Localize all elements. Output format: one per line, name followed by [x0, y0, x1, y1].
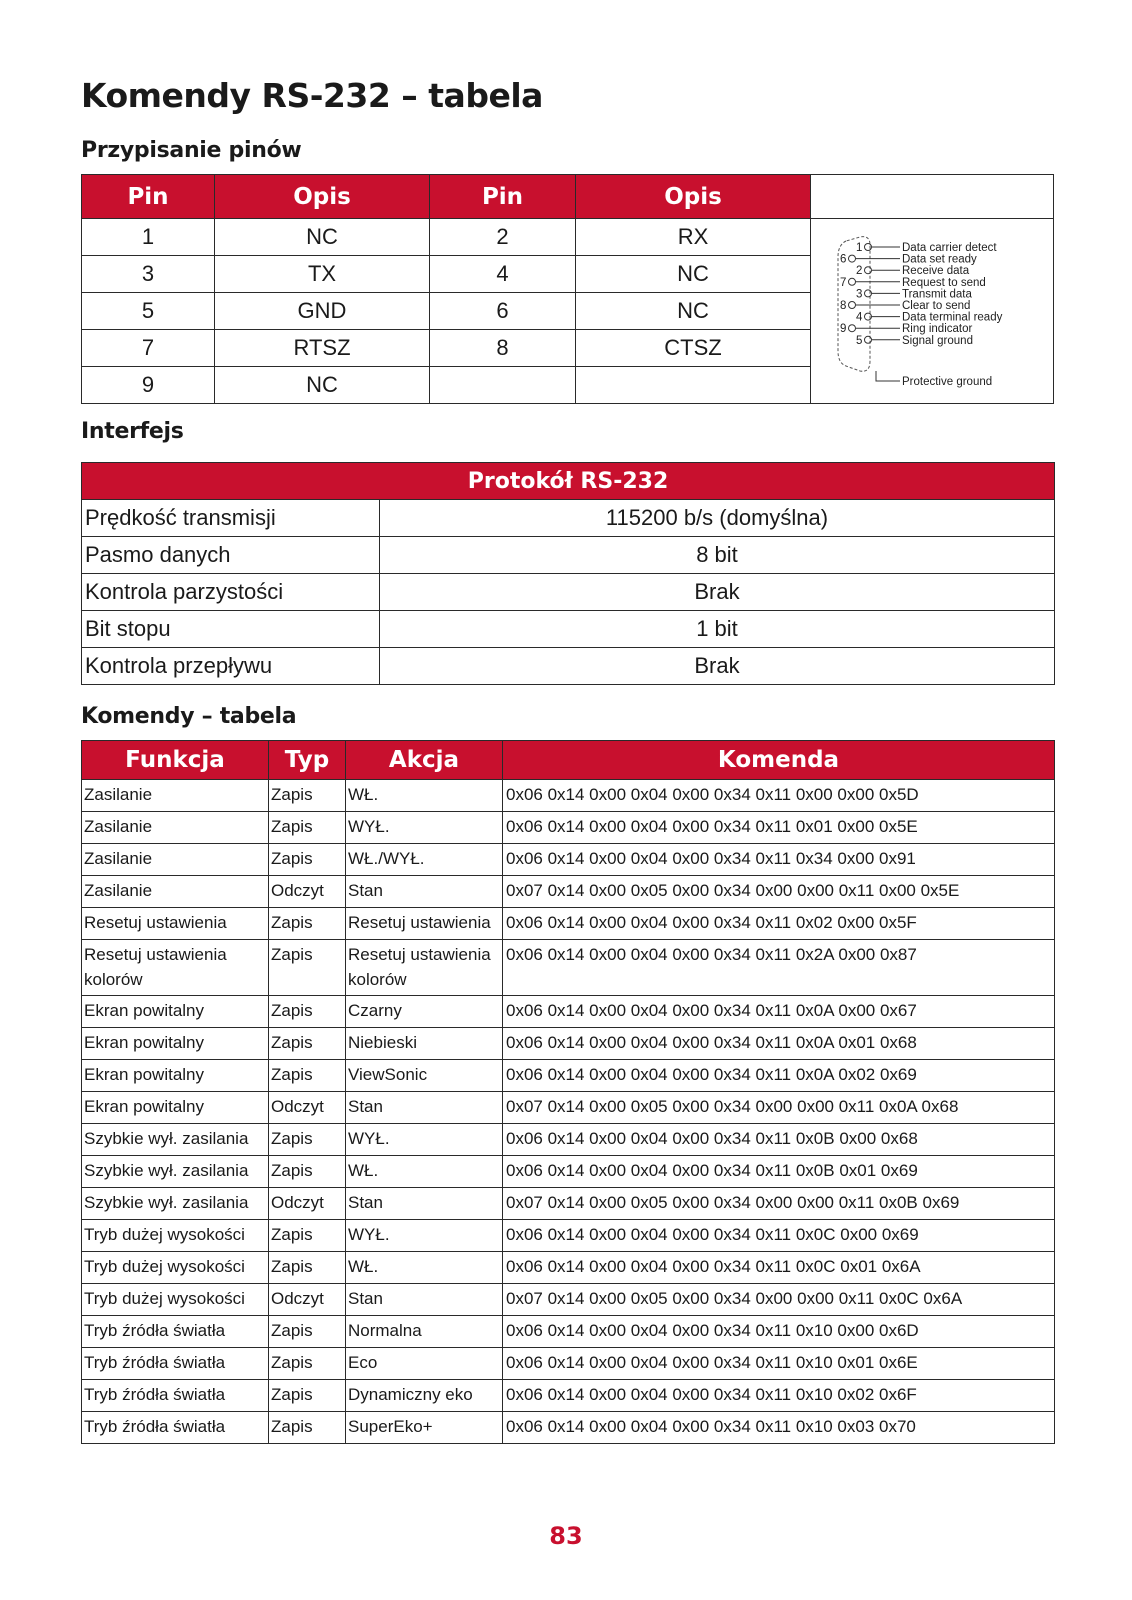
cmd-function: Resetuj ustawienia kolorów: [82, 940, 269, 996]
cmd-command: 0x06 0x14 0x00 0x04 0x00 0x34 0x11 0x0C 0x00 0x69: [503, 1220, 1055, 1252]
pin-cell: 7: [82, 330, 215, 367]
pin-number: 6: [840, 253, 847, 266]
cmd-command: 0x06 0x14 0x00 0x04 0x00 0x34 0x11 0x10 0x02 0x6F: [503, 1380, 1055, 1412]
cmd-function: Tryb źródła światła: [82, 1316, 269, 1348]
cmd-type: Zapis: [269, 1156, 346, 1188]
signal-label: Signal ground: [902, 334, 973, 347]
cmd-action: Eco: [346, 1348, 503, 1380]
cmd-type: Zapis: [269, 1060, 346, 1092]
cmd-action: WYŁ.: [346, 812, 503, 844]
cmd-type: Zapis: [269, 1252, 346, 1284]
cmd-action: SuperEko+: [346, 1412, 503, 1444]
pin-number: 9: [840, 323, 847, 336]
command-row: [82, 1252, 1055, 1284]
pin-circle: [849, 255, 856, 262]
pin-cell: 2: [430, 219, 576, 256]
pin-header-desc-1: Opis: [215, 175, 430, 219]
pin-cell: NC: [215, 367, 430, 404]
pin-assignment-table: [81, 174, 1054, 404]
interface-row: [82, 574, 1055, 611]
cmd-command: 0x06 0x14 0x00 0x04 0x00 0x34 0x11 0x2A 0x00 0x87: [503, 940, 1055, 996]
cmd-function: Szybkie wył. zasilania: [82, 1188, 269, 1220]
interface-value: Brak: [380, 574, 1055, 611]
cmd-function: Szybkie wył. zasilania: [82, 1156, 269, 1188]
command-row: [82, 812, 1055, 844]
pin-number: 1: [856, 242, 863, 254]
interface-label: Bit stopu: [82, 611, 380, 648]
interface-value: 8 bit: [380, 537, 1055, 574]
command-row: [82, 1316, 1055, 1348]
pin-circle: [865, 336, 872, 343]
interface-row: [82, 500, 1055, 537]
command-row: [82, 876, 1055, 908]
cmd-action: WŁ.: [346, 1252, 503, 1284]
command-row: [82, 1348, 1055, 1380]
cmd-command: 0x07 0x14 0x00 0x05 0x00 0x34 0x00 0x00 0x11 0x0C 0x6A: [503, 1284, 1055, 1316]
command-row: [82, 780, 1055, 812]
cmd-type: Zapis: [269, 1124, 346, 1156]
interface-row: [82, 648, 1055, 685]
pin-number: 4: [856, 311, 863, 324]
cmd-function: Ekran powitalny: [82, 1092, 269, 1124]
cmd-function: Tryb dużej wysokości: [82, 1252, 269, 1284]
cmd-type: Zapis: [269, 780, 346, 812]
cmd-action: Stan: [346, 1284, 503, 1316]
pin-circle: [849, 302, 856, 309]
cmd-command: 0x06 0x14 0x00 0x04 0x00 0x34 0x11 0x02 0x00 0x5F: [503, 908, 1055, 940]
cmd-command: 0x06 0x14 0x00 0x04 0x00 0x34 0x11 0x10 0x00 0x6D: [503, 1316, 1055, 1348]
command-row: [82, 940, 1055, 996]
interface-value: 1 bit: [380, 611, 1055, 648]
cmd-action: WŁ./WYŁ.: [346, 844, 503, 876]
pin-circle: [849, 325, 856, 332]
commands-section-heading: Komendy – tabela: [81, 704, 297, 729]
cmd-command: 0x06 0x14 0x00 0x04 0x00 0x34 0x11 0x10 0x03 0x70: [503, 1412, 1055, 1444]
cmd-action: Niebieski: [346, 1028, 503, 1060]
cmd-type: Zapis: [269, 1028, 346, 1060]
pin-cell: 8: [430, 330, 576, 367]
cmd-command: 0x06 0x14 0x00 0x04 0x00 0x34 0x11 0x0A 0x00 0x67: [503, 996, 1055, 1028]
pin-cell: 3: [82, 256, 215, 293]
cmd-type: Zapis: [269, 940, 346, 996]
page-title: Komendy RS-232 – tabela: [81, 76, 543, 115]
cmd-function: Tryb dużej wysokości: [82, 1284, 269, 1316]
command-row: [82, 1124, 1055, 1156]
interface-label: Kontrola przepływu: [82, 648, 380, 685]
command-row: [82, 1380, 1055, 1412]
cmd-type: Odczyt: [269, 876, 346, 908]
pin-number: 3: [856, 288, 863, 301]
pin-row: [82, 219, 1054, 256]
command-row: [82, 844, 1055, 876]
signal-label: Request to send: [902, 276, 986, 289]
cmd-header-command: Komenda: [503, 741, 1055, 780]
interface-section-heading: Interfejs: [81, 419, 184, 444]
pin-header-desc-2: Opis: [576, 175, 811, 219]
cmd-command: 0x07 0x14 0x00 0x05 0x00 0x34 0x00 0x00 0x11 0x00 0x5E: [503, 876, 1055, 908]
pin-section-heading: Przypisanie pinów: [81, 138, 302, 163]
cmd-function: Tryb źródła światła: [82, 1348, 269, 1380]
cmd-action: Normalna: [346, 1316, 503, 1348]
command-row: [82, 1412, 1055, 1444]
pin-cell: 6: [430, 293, 576, 330]
cmd-command: 0x07 0x14 0x00 0x05 0x00 0x34 0x00 0x00 0x11 0x0A 0x68: [503, 1092, 1055, 1124]
pin-cell: [430, 367, 576, 404]
cmd-action: WŁ.: [346, 780, 503, 812]
interface-row: [82, 611, 1055, 648]
pin-number: 8: [840, 300, 847, 312]
cmd-action: Dynamiczny eko: [346, 1380, 503, 1412]
command-row: [82, 908, 1055, 940]
db9-connector-icon: [816, 223, 1048, 393]
cmd-function: Szybkie wył. zasilania: [82, 1124, 269, 1156]
cmd-type: Zapis: [269, 1316, 346, 1348]
cmd-command: 0x06 0x14 0x00 0x04 0x00 0x34 0x11 0x0A 0x02 0x69: [503, 1060, 1055, 1092]
cmd-action: WŁ.: [346, 1156, 503, 1188]
cmd-function: Ekran powitalny: [82, 1028, 269, 1060]
cmd-type: Zapis: [269, 1348, 346, 1380]
pin-cell: 5: [82, 293, 215, 330]
cmd-action: Stan: [346, 1188, 503, 1220]
cmd-function: Resetuj ustawienia: [82, 908, 269, 940]
cmd-type: Zapis: [269, 996, 346, 1028]
cmd-command: 0x06 0x14 0x00 0x04 0x00 0x34 0x11 0x00 0x00 0x5D: [503, 780, 1055, 812]
cmd-type: Zapis: [269, 1380, 346, 1412]
ground-line: [876, 371, 900, 381]
signal-label: Transmit data: [902, 288, 972, 301]
command-row: [82, 1060, 1055, 1092]
commands-table: [81, 740, 1055, 1444]
pin-cell: TX: [215, 256, 430, 293]
pin-cell: CTSZ: [576, 330, 811, 367]
pin-cell: 4: [430, 256, 576, 293]
cmd-action: Resetuj ustawienia: [346, 908, 503, 940]
cmd-function: Tryb dużej wysokości: [82, 1220, 269, 1252]
cmd-function: Zasilanie: [82, 876, 269, 908]
command-row: [82, 996, 1055, 1028]
pin-cell: GND: [215, 293, 430, 330]
cmd-type: Odczyt: [269, 1092, 346, 1124]
interface-label: Prędkość transmisji: [82, 500, 380, 537]
cmd-command: 0x06 0x14 0x00 0x04 0x00 0x34 0x11 0x10 0x01 0x6E: [503, 1348, 1055, 1380]
cmd-type: Zapis: [269, 1220, 346, 1252]
interface-value: 115200 b/s (domyślna): [380, 500, 1055, 537]
cmd-command: 0x06 0x14 0x00 0x04 0x00 0x34 0x11 0x0A 0x01 0x68: [503, 1028, 1055, 1060]
signal-label: Data set ready: [902, 253, 977, 266]
cmd-function: Tryb źródła światła: [82, 1380, 269, 1412]
cmd-command: 0x06 0x14 0x00 0x04 0x00 0x34 0x11 0x34 0x00 0x91: [503, 844, 1055, 876]
cmd-command: 0x06 0x14 0x00 0x04 0x00 0x34 0x11 0x01 0x00 0x5E: [503, 812, 1055, 844]
cmd-action: ViewSonic: [346, 1060, 503, 1092]
pin-cell: [576, 367, 811, 404]
cmd-function: Zasilanie: [82, 780, 269, 812]
pin-cell: 1: [82, 219, 215, 256]
command-row: [82, 1028, 1055, 1060]
cmd-function: Zasilanie: [82, 812, 269, 844]
signal-label: Data terminal ready: [902, 311, 1003, 324]
cmd-command: 0x06 0x14 0x00 0x04 0x00 0x34 0x11 0x0B 0x00 0x68: [503, 1124, 1055, 1156]
cmd-action: Stan: [346, 876, 503, 908]
cmd-header-action: Akcja: [346, 741, 503, 780]
signal-label: Protective ground: [902, 376, 993, 388]
page-number: 83: [549, 1522, 583, 1550]
cmd-header-type: Typ: [269, 741, 346, 780]
cmd-command: 0x06 0x14 0x00 0x04 0x00 0x34 0x11 0x0B 0x01 0x69: [503, 1156, 1055, 1188]
db9-connector-diagram: [811, 219, 1054, 404]
interface-value: Brak: [380, 648, 1055, 685]
cmd-action: Resetuj ustawienia kolorów: [346, 940, 503, 996]
pin-cell: NC: [576, 293, 811, 330]
cmd-type: Zapis: [269, 908, 346, 940]
pin-cell: RTSZ: [215, 330, 430, 367]
pin-number: 5: [856, 334, 863, 347]
signal-label: Data carrier detect: [902, 242, 997, 254]
cmd-function: Tryb źródła światła: [82, 1412, 269, 1444]
command-row: [82, 1284, 1055, 1316]
cmd-action: WYŁ.: [346, 1220, 503, 1252]
cmd-action: WYŁ.: [346, 1124, 503, 1156]
cmd-command: 0x06 0x14 0x00 0x04 0x00 0x34 0x11 0x0C 0x01 0x6A: [503, 1252, 1055, 1284]
interface-header: Protokół RS-232: [82, 463, 1055, 500]
command-row: [82, 1188, 1055, 1220]
cmd-function: Ekran powitalny: [82, 1060, 269, 1092]
command-row: [82, 1156, 1055, 1188]
cmd-type: Odczyt: [269, 1284, 346, 1316]
command-row: [82, 1092, 1055, 1124]
pin-number: 7: [840, 276, 847, 289]
pin-cell: NC: [215, 219, 430, 256]
cmd-function: Zasilanie: [82, 844, 269, 876]
cmd-type: Zapis: [269, 1412, 346, 1444]
cmd-type: Odczyt: [269, 1188, 346, 1220]
signal-label: Clear to send: [902, 300, 971, 312]
cmd-type: Zapis: [269, 844, 346, 876]
cmd-command: 0x07 0x14 0x00 0x05 0x00 0x34 0x00 0x00 0x11 0x0B 0x69: [503, 1188, 1055, 1220]
cmd-type: Zapis: [269, 812, 346, 844]
cmd-action: Stan: [346, 1092, 503, 1124]
pin-number: 2: [856, 265, 863, 278]
pin-cell: NC: [576, 256, 811, 293]
interface-table: [81, 462, 1055, 685]
pin-header-pin-1: Pin: [82, 175, 215, 219]
pin-header-blank: [811, 175, 1054, 219]
signal-label: Ring indicator: [902, 323, 973, 336]
pin-circle: [865, 267, 872, 274]
cmd-header-function: Funkcja: [82, 741, 269, 780]
pin-header-pin-2: Pin: [430, 175, 576, 219]
cmd-action: Czarny: [346, 996, 503, 1028]
signal-label: Receive data: [902, 265, 970, 278]
command-row: [82, 1220, 1055, 1252]
interface-label: Pasmo danych: [82, 537, 380, 574]
interface-row: [82, 537, 1055, 574]
pin-cell: 9: [82, 367, 215, 404]
cmd-function: Ekran powitalny: [82, 996, 269, 1028]
interface-label: Kontrola parzystości: [82, 574, 380, 611]
pin-circle: [849, 278, 856, 285]
pin-cell: RX: [576, 219, 811, 256]
